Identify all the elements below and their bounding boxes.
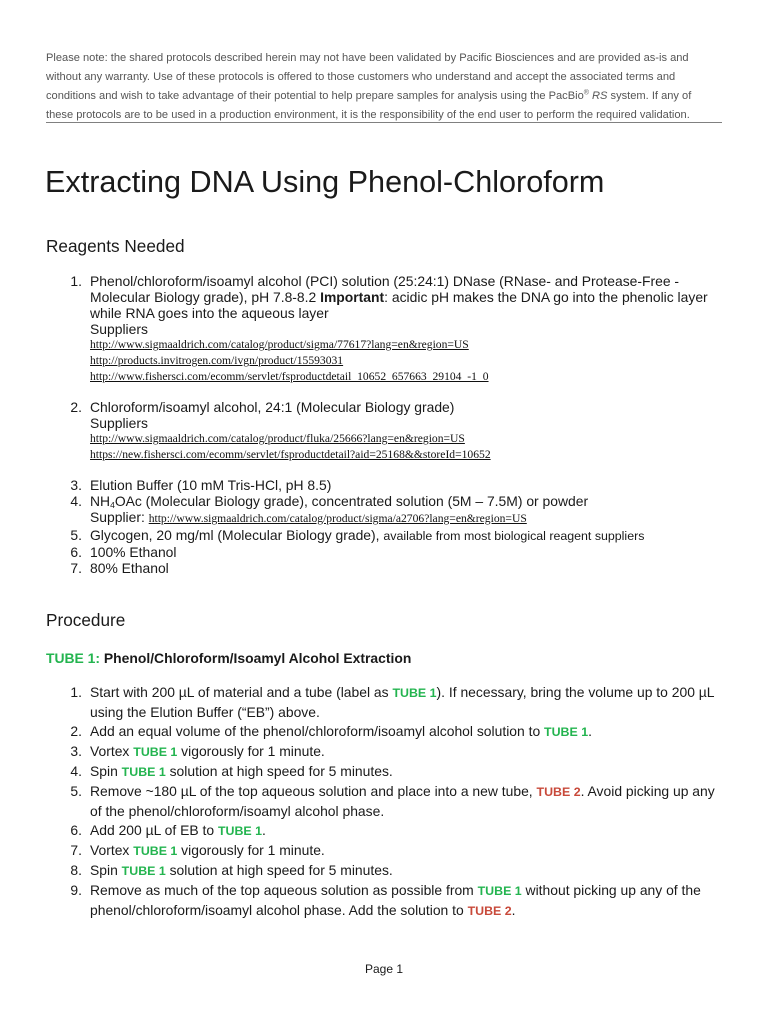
disclaimer-text: Please note: the shared protocols described herein may not have been validated by Pacific Biosciences and are provided as-is and without any warranty. Use of these protocols is offered to those customers who understand and accept the associated terms and conditions and wish to take advantage of their potential to help prepare samples for analysis using the PacBio [46,52,689,102]
tube1-tag: TUBE 1 [477,884,522,898]
step-item [66,861,726,881]
step-item [66,742,726,762]
supplier-link[interactable]: https://new.fishersci.com/ecomm/servlet/fsproductdetail?aid=25168&&storeId=10652 [90,448,491,461]
step-text: Remove ~180 µL of the top aqueous solution and place into a new tube, [90,783,537,799]
reagent-item [66,527,726,544]
suppliers-label: Suppliers [90,321,148,337]
reagent-text: : acidic pH makes the DNA go into the phenolic layer while RNA goes into the aqueous layer [90,289,708,321]
step-text: Vortex [90,842,134,858]
step-item [66,841,726,861]
tube2-tag: TUBE 2 [467,904,512,918]
reagent-text: Chloroform/isoamyl alcohol, 24:1 (Molecular Biology grade) [90,399,455,415]
tube1-tag: TUBE 1 [133,745,178,759]
list-number: 1 . [66,273,82,289]
tube1-tag: TUBE 1 [121,765,166,779]
list-number: 7 . [66,560,82,576]
registered-mark: ® [583,89,589,97]
list-number: 2 . [66,399,82,415]
list-number: 6 . [66,544,82,560]
tube1-tag: TUBE 1 [217,824,263,838]
supplier-link[interactable]: http://www.sigmaaldrich.com/catalog/product/sigma/77617?lang=en&region=US [90,338,469,351]
reagent-item [66,273,726,385]
reagent-item [66,399,726,463]
step-text: Add 200 µL of EB to [90,822,218,838]
procedure-heading: Procedure [46,610,126,630]
disclaimer [46,49,718,125]
header-divider [46,122,722,123]
step-text: . [511,902,516,918]
disclaimer-text-end: system. If any of these protocols are to be used in a production environment, it is the responsibility of the end user to perform the required validation. [46,90,692,121]
list-number: 9 . [66,881,82,900]
reagent-text: Glycogen, 20 mg/ml (Molecular Biology grade), [90,527,384,543]
list-number: 3 . [66,742,82,761]
list-number: 2 . [66,722,82,741]
rs-mark: RS [592,90,608,102]
step-text: solution at high speed for 5 minutes. [165,862,393,878]
supplier-link[interactable]: http://www.sigmaaldrich.com/catalog/product/fluka/25666?lang=en&region=US [90,432,465,445]
reagent-text: NH [90,493,111,509]
list-number: 4 . [66,762,82,781]
list-number: 5 . [66,527,82,543]
step-text: Spin [90,763,122,779]
supplier-link[interactable]: http://www.sigmaaldrich.com/catalog/product/sigma/a2706?lang=en&region=US [148,512,527,525]
reagents-heading: Reagents Needed [46,236,185,256]
suppliers-label: Suppliers [90,415,148,431]
step-text: Start with 200 µL of material and a tube (label as [90,684,393,700]
tube2-tag: TUBE 2 [536,785,581,799]
tube1-tag: TUBE 1 [544,725,589,739]
tube1-tag: TUBE 1 [121,864,166,878]
list-number: 3 . [66,477,82,493]
step-text: vigorously for 1 minute. [177,743,325,759]
document-title: Extracting DNA Using Phenol-Chloroform [45,165,605,199]
step-item [66,782,726,821]
tube1-label: TUBE 1: [46,650,101,666]
step-text: Add an equal volume of the phenol/chloroform/isoamyl alcohol solution to [90,723,545,739]
reagent-item [66,477,726,493]
step-text: solution at high speed for 5 minutes. [165,763,393,779]
reagent-item [66,560,726,576]
step-text: ). If necessary, bring the volume up to 200 µL using the Elution Buffer (“EB”) above. [90,684,715,720]
step-item [66,821,726,841]
reagent-item [66,493,726,527]
step-text: . [262,822,266,838]
list-number: 7 . [66,841,82,860]
supplier-link[interactable]: http://www.fishersci.com/ecomm/servlet/fsproductdetail_10652_657663_29104_-1_0 [90,370,489,383]
step-text: . Avoid picking up any of the phenol/chloroform/isoamyl alcohol phase. [90,783,715,819]
important-label: Important [320,289,385,305]
reagent-text: OAc (Molecular Biology grade), concentrated solution (5M – 7.5M) or powder [114,493,589,509]
list-number: 5 . [66,782,82,801]
reagent-text: Elution Buffer (10 mM Tris-HCl, pH 8.5) [90,477,332,493]
reagents-list [66,273,726,576]
step-text: Vortex [90,743,134,759]
list-number: 1 . [66,683,82,702]
list-number: 8 . [66,861,82,880]
reagent-note: available from most biological reagent suppliers [383,529,645,543]
reagent-text: 100% Ethanol [90,544,177,560]
step-text: Remove as much of the top aqueous solution as possible from [90,882,478,898]
procedure-steps [66,683,726,921]
page-number: Page 1 [364,962,404,976]
step-item [66,722,726,742]
step-item [66,762,726,782]
supplier-link[interactable]: http://products.invitrogen.com/ivgn/product/15593031 [90,354,344,367]
supplier-label: Supplier: [90,509,149,525]
reagent-text: Phenol/chloroform/isoamyl alcohol (PCI) solution (25:24:1) DNase (RNase- and Protease-Free - Molecular Biology grade), pH 7.8-8.2 [90,273,680,305]
list-number: 4 . [66,493,82,509]
tube1-title: Phenol/Chloroform/Isoamyl Alcohol Extraction [103,650,412,666]
subscript: 4 [110,500,115,510]
tube1-tag: TUBE 1 [392,686,437,700]
step-item [66,881,726,921]
step-text: . [588,723,592,739]
tube1-subheading [46,649,411,667]
reagent-text: 80% Ethanol [90,560,169,576]
step-text: vigorously for 1 minute. [177,842,325,858]
step-text: Spin [90,862,122,878]
reagent-item [66,544,726,560]
step-text: without picking up any of the phenol/chloroform/isoamyl alcohol phase. Add the solution to [90,882,701,918]
tube1-tag: TUBE 1 [133,844,178,858]
list-number: 6 . [66,821,82,840]
step-item [66,683,726,722]
